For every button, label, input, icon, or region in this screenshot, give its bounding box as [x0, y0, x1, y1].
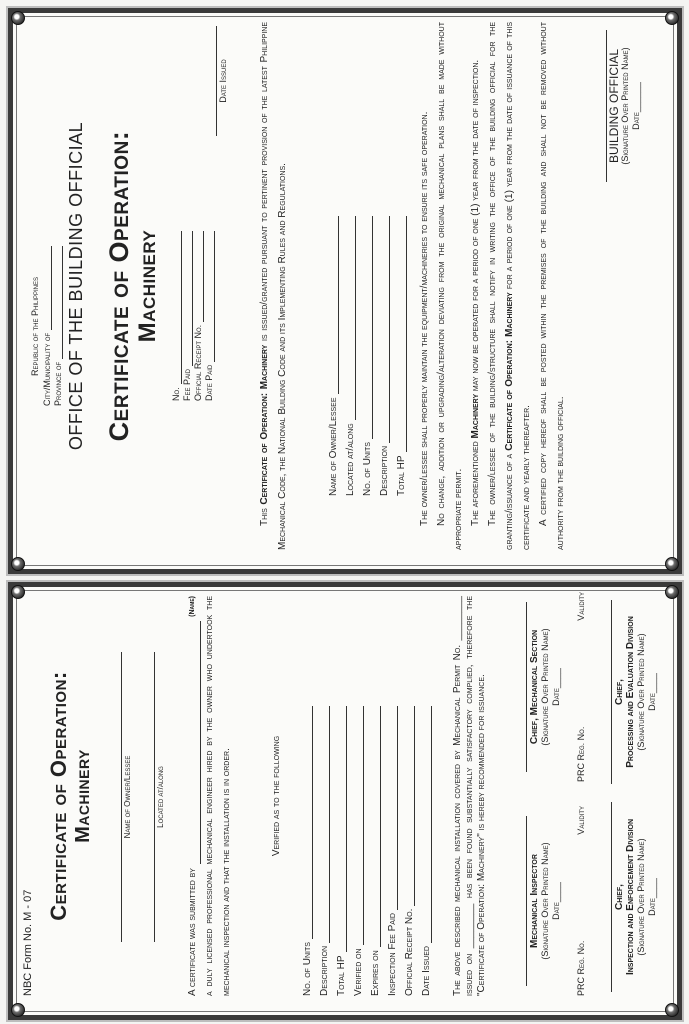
field-units: No. of Units: [302, 942, 313, 996]
validity-label: Validity: [576, 806, 586, 835]
prc-label-2: PRC Reg. No.: [576, 726, 586, 782]
field-expires-on: Expires on: [370, 950, 381, 996]
office-title: OFFICE OF THE BUILDING OFFICIAL: [66, 121, 86, 451]
para-operation-period: The aforementioned Machinery may now be operated for a period of one (1) year from the date of inspection.: [470, 59, 481, 526]
r-field-location: Located at/along: [345, 423, 356, 496]
intro-paragraph: This Certificate of Operation: Machinery is issued/granted pursuant to pertinent provision of the latest Philippine Mechanical Code, the National Building Code and its Implementing Rules and Regulations.: [259, 21, 288, 550]
engineer-text: a duly licensed professional mechanical engineer hired by the owner who undertook the mechanical inspection and that the installation is in order.: [204, 596, 232, 996]
right-title-line2: Machinery: [134, 229, 161, 343]
republic-text: Republic of the Philippines: [30, 276, 40, 376]
or-no-label: Official Receipt No.: [193, 324, 203, 401]
mechanical-inspector-sig: Mechanical Inspector (Signature Over Printed Name) Date____: [526, 806, 562, 996]
r-field-units: No. of Units: [362, 442, 373, 496]
location-line: [154, 652, 155, 942]
r-field-owner: Name of Owner/Lessee: [328, 397, 339, 496]
corner-bolt-icon: [665, 585, 679, 599]
inspection-division-sig: Chief, Inspection and Enforcement Division (Signature Over Printed Name) Date____: [611, 792, 658, 1002]
form-number: NBC Form No. M - 07: [22, 889, 34, 996]
date-paid-label: Date Paid: [204, 364, 214, 401]
right-form-content: [16, 16, 664, 556]
name-tag: (Name): [189, 596, 196, 617]
field-inspection-fee: Inspection Fee Paid: [387, 913, 398, 996]
province-label: Province of: [53, 361, 63, 406]
r-field-description: Description: [379, 445, 390, 496]
corner-bolt-icon: [11, 557, 25, 571]
owner-label: Name of Owner/Lessee: [123, 755, 132, 839]
left-title-line2: Machinery: [72, 749, 94, 843]
field-description: Description: [319, 945, 330, 996]
para-posting: A certified copy hereof shall be posted within the premises of the building and shall not be removed without authority from the building official.: [538, 22, 566, 550]
fee-paid-label: Fee Paid: [182, 368, 192, 401]
date-issued-label: Date Issued: [218, 59, 228, 103]
field-official-receipt: Official Receipt No.: [404, 908, 415, 996]
corner-bolt-icon: [665, 11, 679, 25]
prc-label: PRC Reg. No.: [576, 940, 586, 996]
location-label: Located at/along: [156, 766, 165, 828]
para-no-change: No change, addition or upgrading/alteration deviating from the original mechanical plans shall be made without appropriate permit.: [436, 22, 464, 550]
mechanical-section-sig: Chief, Mechanical Section (Signature Over Printed Name) Date____: [526, 592, 562, 782]
building-official-sig: BUILDING OFFICIAL (Signature Over Printed Name) Date______: [606, 26, 642, 186]
left-title-line1: Certificate of Operation:: [46, 671, 71, 921]
owner-line: [121, 652, 122, 942]
field-total-hp: Total HP: [336, 955, 347, 996]
field-date-issued: Date Issued: [421, 946, 432, 996]
recommendation-statement: The above described mechanical installation covered by Mechanical Permit No. ________ issued on ________ has been found substantially satisfactory complied, therefore the "Certificate of Operation: Machinery" is hereby recommended for issuance.: [452, 596, 487, 996]
left-form-content: [16, 590, 664, 1002]
submitted-text: A certificate was submitted by: [187, 868, 198, 996]
corner-bolt-icon: [665, 1003, 679, 1017]
r-field-total-hp: Total HP: [396, 455, 407, 496]
city-label: City/Municipality of: [42, 332, 52, 406]
para-maintenance: The owner/lessee shall properly maintain the equipment/machineries to ensure its safe operation.: [419, 111, 430, 526]
right-title-line1: Certificate of Operation:: [104, 130, 134, 442]
no-label: No.: [171, 387, 181, 401]
corner-bolt-icon: [11, 1003, 25, 1017]
processing-division-sig: Chief, Processing and Evaluation Division (Signature Over Printed Name) Date____: [611, 590, 658, 794]
corner-bolt-icon: [665, 557, 679, 571]
date-issued-line: [216, 26, 217, 136]
para-notify: The owner/lessee of the building/structure shall notify in writing the office of the building official for the granting/issuance of a Certificate of Operation: Machinery for a period of one (1) year from the date of issuance of this certificate and yearly thereafter.: [487, 22, 532, 550]
verified-title: Verified as to the following: [271, 735, 282, 857]
field-verified-on: Verified on: [353, 948, 364, 996]
validity-label-2: Validity: [576, 592, 586, 621]
